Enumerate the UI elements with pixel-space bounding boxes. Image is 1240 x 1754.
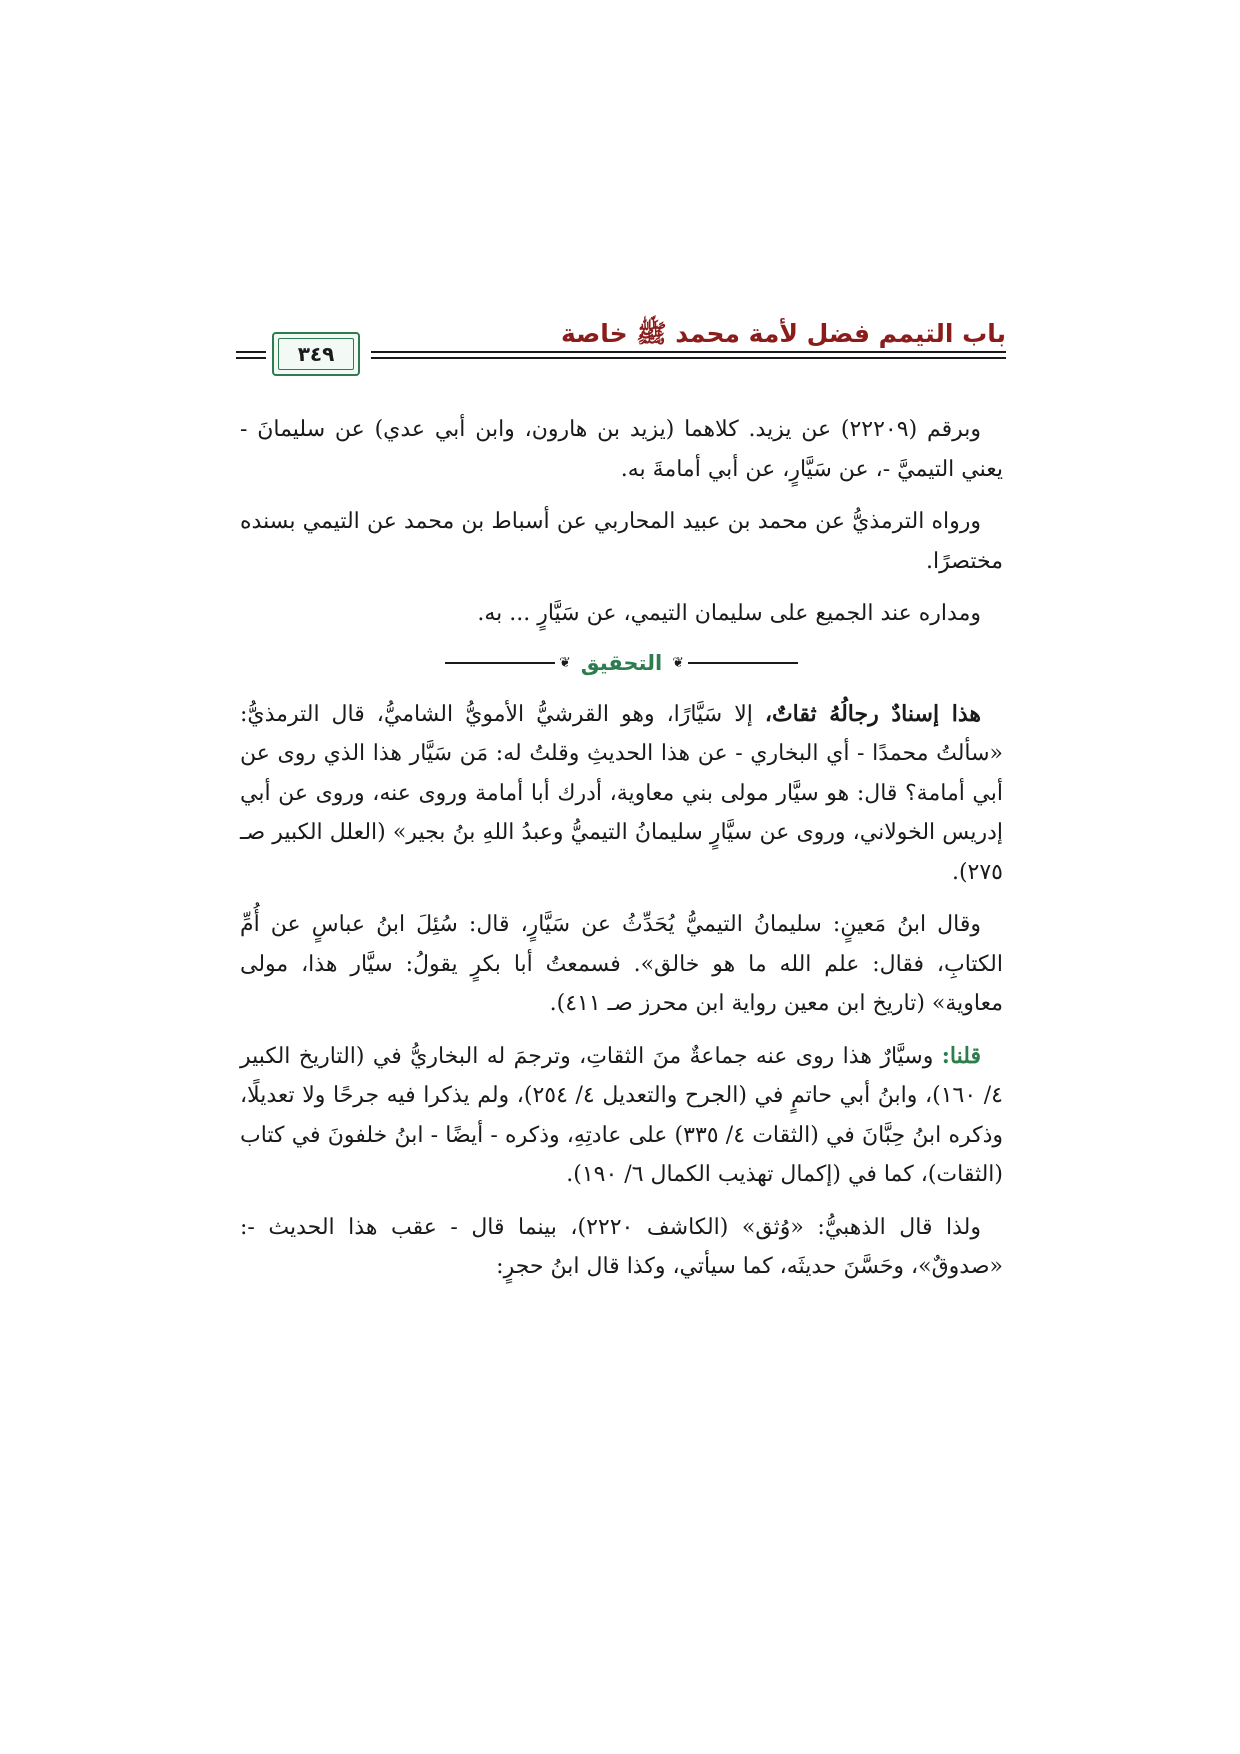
paragraph [240, 1037, 1003, 1195]
chapter-title: باب التيمم فضل لأمة محمد ﷺ خاصة [560, 319, 1006, 348]
header-rule [371, 351, 1006, 353]
paragraph-text: إلا سَيَّارًا، وهو القرشيُّ الأمويُّ الشاميُّ، قال الترمذيُّ: «سألتُ محمدًا - أي البخاري - عن هذا الحديثِ وقلتُ له: مَن سَيَّار هذا الذي روى عن أبي أمامة؟ قال: هو سيَّار مولى بني معاوية، أدرك أبا أمامة وروى عنه، وروى عن أبي إدريس الخولاني، وروى عن سيَّارٍ سليمانُ التيميُّ وعبدُ اللهِ بنُ بجير» (العلل الكبير صـ ٢٧٥). [240, 701, 1003, 885]
paragraph-lead: هذا إسنادٌ رجالُهُ ثقاتٌ، [764, 700, 981, 727]
page-number: ٣٤٩ [297, 342, 335, 366]
paragraph: ورواه الترمذيُّ عن محمد بن عبيد المحاربي عن أسباط بن محمد عن التيمي بسنده مختصرًا. [240, 509, 1003, 574]
page-body [240, 410, 1003, 1300]
divider-line [445, 662, 555, 664]
page-number-frame [272, 332, 360, 376]
paragraph [240, 695, 1003, 893]
paragraph-lead: قلنا: [941, 1042, 982, 1069]
paragraph: ومداره عند الجميع على سليمان التيمي، عن سَيَّارٍ ... به. [477, 601, 981, 626]
section-title: التحقيق [580, 650, 663, 675]
paragraph: وبرقم (٢٢٢٠٩) عن يزيد. كلاهما (يزيد بن هارون، وابن أبي عدي) عن سليمانَ - يعني التيميَّ -، عن سَيَّارٍ، عن أبي أمامةَ به. [240, 417, 1003, 482]
header-rule [371, 357, 1006, 359]
divider-line [688, 662, 798, 664]
page-header [236, 318, 1006, 380]
header-rule [236, 357, 266, 359]
paragraph: ولذا قال الذهبيُّ: «وُثق» (الكاشف ٢٢٢٠)، بينما قال - عقب هذا الحديث -: «صدوقٌ»، وحَسَّنَ حديثَه، كما سيأتي، وكذا قال ابنُ حجرٍ: [240, 1214, 1003, 1279]
paragraph: وقال ابنُ مَعينٍ: سليمانُ التيميُّ يُحَدِّثُ عن سَيَّارٍ، قال: سُئِلَ ابنُ عباسٍ عن أُمِّ الكتابِ، فقال: علم الله ما هو خالق». فسمعتُ أبا بكرٍ يقولُ: سيَّار هذا، مولى معاوية» (تاريخ ابن معين رواية ابن محرز صـ ٤١١). [240, 912, 1003, 1016]
ornament-icon: ❦ [672, 654, 684, 671]
header-rule [236, 351, 266, 353]
ornament-icon: ❦ [559, 654, 571, 671]
section-divider [240, 645, 1003, 681]
paragraph-text: وسيَّارٌ هذا روى عنه جماعةٌ منَ الثقاتِ، وترجمَ له البخاريُّ في (التاريخ الكبير ٤/ ١٦٠)، وابنُ أبي حاتمٍ في (الجرح والتعديل ٤/ ٢٥٤)، ولم يذكرا فيه جرحًا ولا تعديلًا، وذكره ابنُ حِبَّانَ في (الثقات ٤/ ٣٣٥) على عادتِهِ، وذكره - أيضًا - ابنُ خلفونَ في كتاب (الثقات)، كما في (إكمال تهذيب الكمال ٦/ ١٩٠). [240, 1043, 1003, 1187]
